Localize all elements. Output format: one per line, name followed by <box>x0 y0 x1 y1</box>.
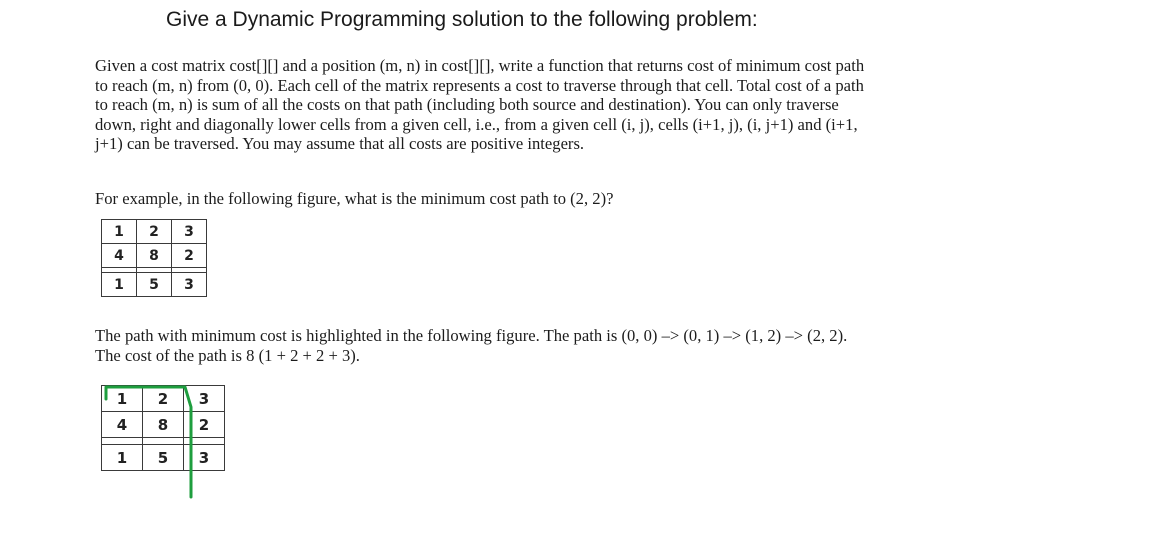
matrix-cell: 1 <box>102 445 143 471</box>
matrix-cell: 2 <box>172 244 207 268</box>
matrix-cell: 5 <box>143 445 184 471</box>
example-question: For example, in the following figure, what is the minimum cost path to (2, 2)? <box>95 189 614 208</box>
matrix-cell: 4 <box>102 412 143 438</box>
matrix-cell: 2 <box>143 386 184 412</box>
matrix-cell: 3 <box>184 386 225 412</box>
matrix-row <box>102 412 225 438</box>
matrix-row <box>102 445 225 471</box>
matrix-cell: 1 <box>102 220 137 244</box>
matrix-cell: 2 <box>137 220 172 244</box>
matrix-row <box>102 273 207 297</box>
statement-line: j+1) can be traversed. You may assume that all costs are positive integers. <box>95 134 585 154</box>
matrix-row <box>102 220 207 244</box>
matrix-gap <box>102 438 225 445</box>
matrix-cell: 3 <box>184 445 225 471</box>
statement-line: to reach (m, n) is sum of all the costs on that path (including both source and destination). You can only traverse <box>95 95 839 115</box>
solution-explanation <box>95 326 1075 365</box>
statement-line: Given a cost matrix cost[][] and a position (m, n) in cost[][], write a function that returns cost of minimum cost path <box>95 56 865 75</box>
matrix-row <box>102 244 207 268</box>
problem-heading: Give a Dynamic Programming solution to the following problem: <box>166 8 758 31</box>
statement-line: down, right and diagonally lower cells from a given cell, i.e., from a given cell (i, j), cells (i+1, j), (i, j+1) and (i+1, <box>95 114 858 134</box>
matrix-cell: 3 <box>172 273 207 297</box>
matrix-cell: 4 <box>102 244 137 268</box>
matrix-cell: 5 <box>137 273 172 297</box>
solution-line: The cost of the path is 8 (1 + 2 + 2 + 3). <box>95 345 360 365</box>
matrix-cell: 1 <box>102 386 143 412</box>
matrix-cell: 3 <box>172 220 207 244</box>
highlighted-cost-matrix <box>101 385 225 471</box>
statement-line: to reach (m, n) from (0, 0). Each cell of the matrix represents a cost to traverse through that cell. Total cost of a path <box>95 75 864 95</box>
matrix-cell: 1 <box>102 273 137 297</box>
solution-line: The path with minimum cost is highlighted in the following figure. The path is (0, 0) –> (0, 1) –> (1, 2) –> (2, 2). <box>95 326 848 345</box>
problem-statement <box>95 56 1075 154</box>
cost-matrix <box>101 219 207 297</box>
matrix-cell: 2 <box>184 412 225 438</box>
matrix-cell: 8 <box>143 412 184 438</box>
matrix-row <box>102 386 225 412</box>
matrix-cell: 8 <box>137 244 172 268</box>
